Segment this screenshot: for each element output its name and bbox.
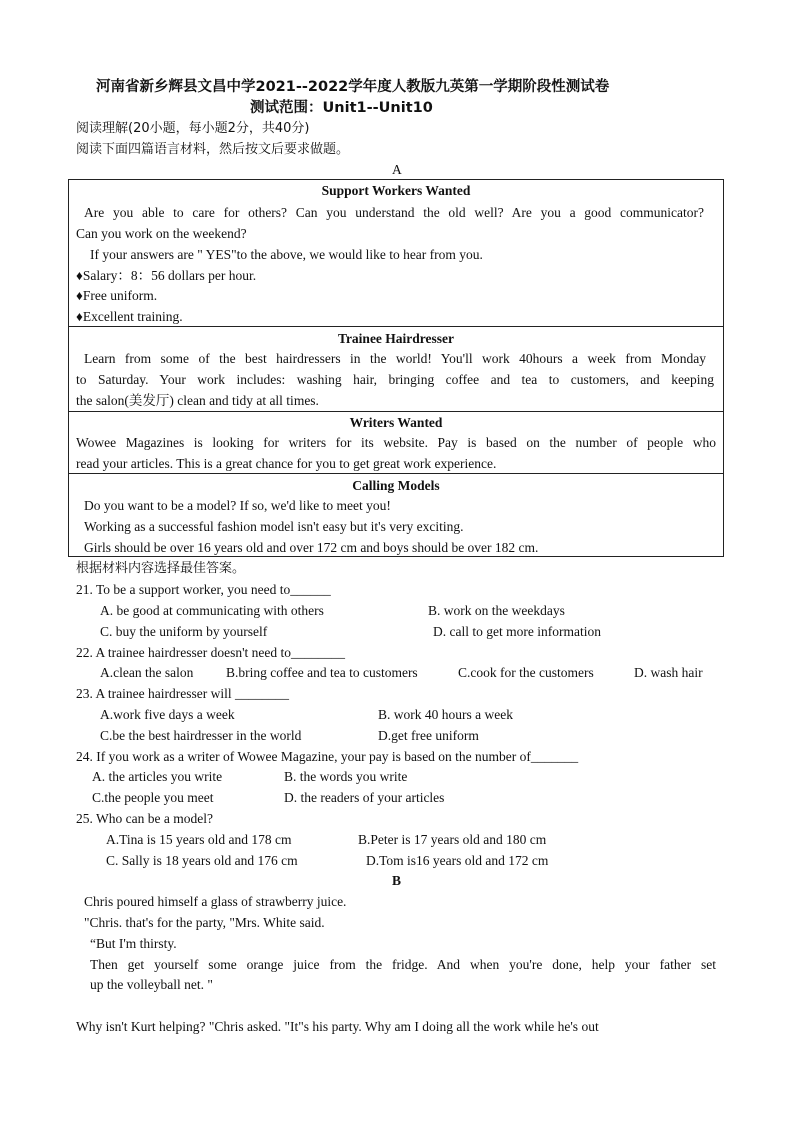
option-b: B. the words you write bbox=[284, 769, 408, 784]
option-b: B.Peter is 17 years old and 180 cm bbox=[358, 832, 547, 847]
ad-title: Support Workers Wanted bbox=[321, 183, 471, 198]
passage-line: Chris poured himself a glass of strawberry juice. bbox=[84, 894, 347, 909]
section-instruction: 阅读下面四篇语言材料，然后按文后要求做题。 bbox=[76, 142, 350, 157]
question-stem: 22. A trainee hairdresser doesn't need to________ bbox=[76, 645, 345, 660]
passage-a-label: A bbox=[392, 162, 402, 177]
option-c: C. buy the uniform by yourself bbox=[100, 624, 268, 639]
question-stem: 24. If you work as a writer of Wowee Magazine, your pay is based on the number of_______ bbox=[76, 749, 579, 764]
passage-line: Then get yourself some orange juice from the fridge. And when you're done, help your father set bbox=[90, 957, 716, 972]
option-a: A.work five days a week bbox=[100, 707, 235, 722]
option-b: B. work 40 hours a week bbox=[378, 707, 513, 722]
ad-line: the salon(美发厅) clean and tidy at all times. bbox=[76, 393, 319, 408]
ad-line: Working as a successful fashion model isn't easy but it's very exciting. bbox=[84, 519, 464, 534]
question-stem: 23. A trainee hairdresser will ________ bbox=[76, 686, 289, 701]
ad-line: ♦Excellent training. bbox=[76, 309, 183, 324]
option-b: B. work on the weekdays bbox=[428, 603, 565, 618]
exam-title: 河南省新乡辉县文昌中学2021--2022学年度人教版九英第一学期阶段性测试卷 bbox=[96, 79, 610, 95]
option-d: D.Tom is16 years old and 172 cm bbox=[366, 853, 549, 868]
ad-line: Wowee Magazines is looking for writers for its website. Pay is based on the number of people who bbox=[76, 435, 716, 450]
questions-instruction: 根据材料内容选择最佳答案。 bbox=[76, 561, 246, 576]
passage-b-label: B bbox=[392, 873, 402, 888]
ad-line: read your articles. This is a great chance for you to get great work experience. bbox=[76, 456, 497, 471]
option-c: C. Sally is 18 years old and 176 cm bbox=[106, 853, 298, 868]
ad-line: Do you want to be a model? If so, we'd like to meet you! bbox=[84, 498, 391, 513]
option-d: D. wash hair bbox=[634, 665, 703, 680]
section-heading: 阅读理解(20小题，每小题2分，共40分) bbox=[76, 121, 310, 136]
test-scope: 测试范围：Unit1--Unit10 bbox=[250, 100, 433, 116]
ad-title: Trainee Hairdresser bbox=[337, 331, 455, 346]
ad-line: If your answers are " YES"to the above, we would like to hear from you. bbox=[90, 247, 483, 262]
option-a: A. be good at communicating with others bbox=[100, 603, 324, 618]
passage-line: up the volleyball net. " bbox=[90, 977, 213, 992]
option-b: B.bring coffee and tea to customers bbox=[226, 665, 418, 680]
passage-line: Why isn't Kurt helping? "Chris asked. "It"s his party. Why am I doing all the work while he's out bbox=[76, 1019, 599, 1034]
option-d: D. call to get more information bbox=[433, 624, 601, 639]
ad-line: to Saturday. Your work includes: washing hair, bringing coffee and tea to customers, and keeping bbox=[76, 372, 714, 387]
passage-line: “But I'm thirsty. bbox=[90, 936, 177, 951]
question-stem: 25. Who can be a model? bbox=[76, 811, 213, 826]
ad-line: ♦Salary：8：56 dollars per hour. bbox=[76, 268, 257, 283]
option-a: A.clean the salon bbox=[100, 665, 194, 680]
ad-line: Learn from some of the best hairdressers in the world! You'll work 40hours a week from Monday bbox=[84, 351, 706, 366]
ad-line: ♦Free uniform. bbox=[76, 288, 158, 303]
option-c: C.cook for the customers bbox=[458, 665, 594, 680]
ad-line: Girls should be over 16 years old and over 172 cm and boys should be over 182 cm. bbox=[84, 540, 539, 555]
option-c: C.the people you meet bbox=[92, 790, 214, 805]
ad-title: Calling Models bbox=[352, 478, 440, 493]
question-stem: 21. To be a support worker, you need to______ bbox=[76, 582, 331, 597]
passage-line: "Chris. that's for the party, "Mrs. White said. bbox=[84, 915, 325, 930]
ad-line: Can you work on the weekend? bbox=[76, 226, 247, 241]
option-c: C.be the best hairdresser in the world bbox=[100, 728, 302, 743]
ad-line: Are you able to care for others? Can you understand the old well? Are you a good communicator? bbox=[84, 205, 704, 220]
ad-title: Writers Wanted bbox=[349, 415, 443, 430]
option-d: D. the readers of your articles bbox=[284, 790, 445, 805]
option-d: D.get free uniform bbox=[378, 728, 479, 743]
option-a: A. the articles you write bbox=[92, 769, 223, 784]
option-a: A.Tina is 15 years old and 178 cm bbox=[106, 832, 292, 847]
